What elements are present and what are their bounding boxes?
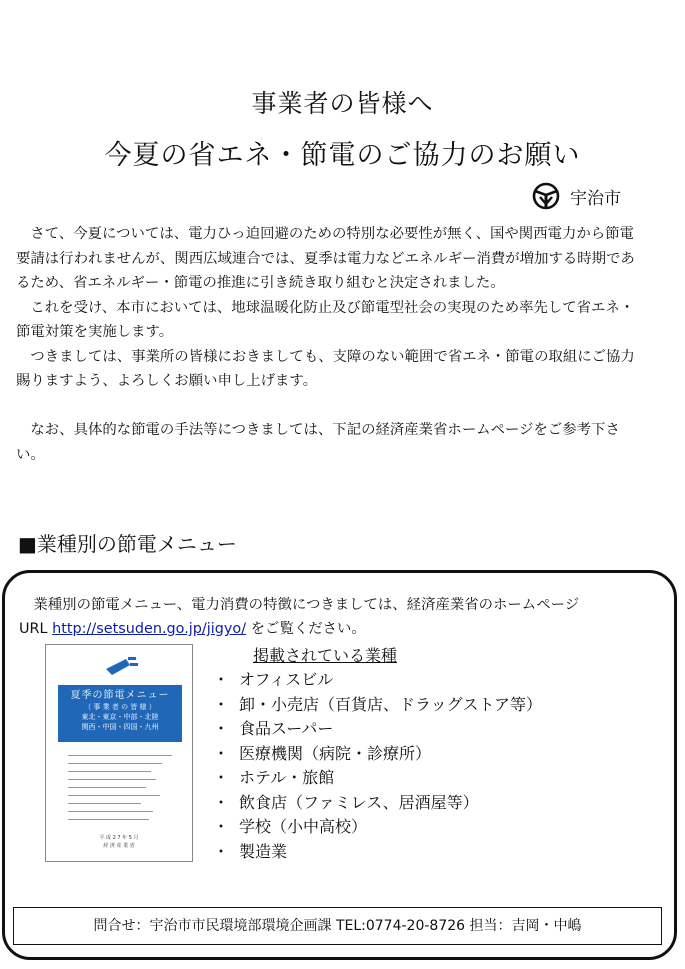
brochure-title: 夏季の節電メニュー [70, 690, 170, 701]
list-item: ・ 医療機関（病院・診療所） [217, 742, 542, 767]
list-item: ・ 飲食店（ファミレス、居酒屋等） [217, 791, 542, 816]
list-item: ・ 学校（小中高校） [217, 815, 542, 840]
brochure-banner [58, 685, 182, 742]
letter-body [16, 222, 638, 467]
page-title-line1: 事業者の皆様へ [251, 89, 434, 118]
url-suffix: をご覧ください。 [250, 621, 366, 637]
brochure-date: 平 成 2 7 年 5 月 [99, 835, 139, 841]
list-item: ・ オフィスビル [217, 668, 542, 693]
contact-info: 問合せ：宇治市市民環境部環境企画課 TEL:0774-20-8726 担当：吉岡・中嶋 [13, 907, 662, 945]
url-prefix: URL [19, 621, 48, 637]
brochure-footer [46, 834, 192, 850]
list-item: ・ 製造業 [217, 840, 542, 865]
sector-list [217, 643, 542, 864]
page-title-line2: 今夏の省エネ・節電のご協力のお願い [104, 140, 581, 171]
paragraph-2: これを受け、本市においては、地球温暖化防止及び節電型社会の実現のため率先して省エネ・節電対策を実施します。 [16, 299, 635, 340]
city-name: 宇治市 [570, 188, 621, 209]
box-intro [19, 593, 659, 641]
brochure-regions-1: 東北・東京・中部・北陸 [81, 713, 159, 721]
brochure-subtitle: （ 事 業 者 の 皆 様 ） [84, 703, 156, 711]
brochure-regions-2: 関西・中国・四国・九州 [81, 723, 159, 731]
uji-city-emblem-icon [532, 182, 560, 210]
list-item: ・ ホテル・旅館 [217, 766, 542, 791]
list-item: ・ 卸・小売店（百貨店、ドラッグストア等） [217, 693, 542, 718]
setsuden-link[interactable]: http://setsuden.go.jp/jigyo/ [52, 621, 247, 637]
brochure-toc [68, 755, 172, 827]
brochure-ministry: 経 済 産 業 省 [103, 843, 135, 849]
section-heading: ■業種別の節電メニュー [18, 532, 237, 556]
sector-list-heading: 掲載されている業種 [253, 646, 398, 665]
list-item: ・ 食品スーパー [217, 717, 542, 742]
paragraph-1: さて、今夏については、電力ひっ迫回避のための特別な必要性が無く、国や関西電力から節電要請は行われませんが、関西広域連合では、夏季は電力などエネルギー消費が増加する時期であるため、省エネルギー・節電の推進に引き続き取り組むと決定されました。 [16, 226, 635, 291]
paragraph-4: なお、具体的な節電の手法等につきましては、下記の経済産業省ホームページをご参考下さい。 [16, 422, 620, 463]
brochure-cover [45, 644, 193, 862]
paragraph-3: つきましては、事業所の皆様におきましても、支障のない範囲で省エネ・節電の取組にご協力賜りますよう、よろしくお願い申し上げます。 [16, 348, 635, 389]
city-signature [532, 182, 621, 210]
menu-info-box [2, 570, 677, 960]
plug-icon [104, 655, 138, 677]
box-intro-line1: 業種別の節電メニュー、電力消費の特徴につきましては、経済産業省のホームページ [33, 597, 580, 613]
